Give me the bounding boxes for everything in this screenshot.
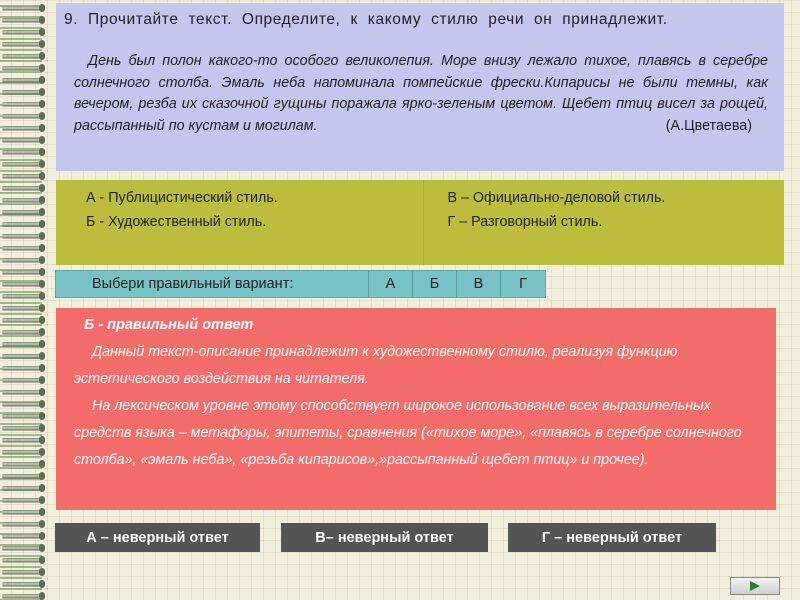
binder-ring (2, 102, 42, 106)
passage-body: День был полон какого-то особого великолепия. Море внизу лежало тихое, плавясь в серебре солнечного столба. Эмаль неба напоминала помпейские фрески.Кипарисы не были темны, как вечером, резба их сказочной гущины поражала ярко-зеленым цветом. Щебет птиц висел за рощей, рассыпанный по кустам и могилам. (74, 53, 768, 134)
binder-ring (2, 138, 42, 142)
binder-ring (2, 282, 42, 286)
binder-ring (2, 390, 42, 394)
binder-ring (2, 570, 42, 574)
binder-ring (2, 6, 42, 10)
binder-ring (2, 246, 42, 250)
binder-ring (2, 498, 42, 502)
binder-ring (2, 426, 42, 430)
binder-ring (2, 378, 42, 382)
result-paragraph-2: На лексическом уровне этому способствует широкое использование всех выразительных средств языка – метафоры, эпитеты, сравнения («тихое море», «плавясь в серебре солнечного столба», «эмаль неба», «резьба кипарисов»,»рассыпанный щебет птиц» и прочее). (74, 398, 742, 468)
binder-ring (2, 318, 42, 322)
answer-choice-a[interactable]: А (369, 271, 413, 297)
answer-choice-b[interactable]: Б (413, 271, 457, 297)
binder-ring (2, 438, 42, 442)
binder-ring (2, 450, 42, 454)
result-paragraph-1: Данный текст-описание принадлежит к художественному стилю, реализуя функцию эстетического воздействия на читателя. (74, 344, 678, 387)
notebook-binding (0, 0, 42, 600)
binder-ring (2, 306, 42, 310)
option-b: Б - Художественный стиль. (86, 214, 267, 230)
binder-ring (2, 330, 42, 334)
binder-ring (2, 210, 42, 214)
binder-ring (2, 186, 42, 190)
result-explanation (74, 339, 764, 474)
binder-ring (2, 342, 42, 346)
binder-ring (2, 558, 42, 562)
binder-ring (2, 534, 42, 538)
next-slide-button[interactable] (730, 577, 780, 595)
binder-ring (2, 18, 42, 22)
binder-ring (2, 414, 42, 418)
binder-ring (2, 294, 42, 298)
binder-ring (2, 474, 42, 478)
binder-ring (2, 270, 42, 274)
binder-ring (2, 582, 42, 586)
binder-ring (2, 162, 42, 166)
binder-ring (2, 114, 42, 118)
binder-ring (2, 234, 42, 238)
result-title: Б - правильный ответ (84, 317, 254, 333)
answer-choice-g[interactable]: Г (501, 271, 545, 297)
binder-ring (2, 54, 42, 58)
binder-ring (2, 78, 42, 82)
binder-ring (2, 198, 42, 202)
binder-ring (2, 462, 42, 466)
answer-prompt: Выбери правильный вариант: (56, 271, 369, 297)
passage-text (64, 51, 776, 137)
binder-ring (2, 522, 42, 526)
binder-ring (2, 258, 42, 262)
wrong-answer-g-button[interactable]: Г – неверный ответ (508, 523, 716, 552)
answer-choice-v[interactable]: В (457, 271, 501, 297)
binder-ring (2, 510, 42, 514)
answer-selector (55, 270, 546, 298)
binder-ring (2, 126, 42, 130)
options-column-right (423, 180, 785, 265)
question-panel (56, 3, 784, 171)
options-column-left (56, 180, 423, 265)
option-v: В – Официально-деловой стиль. (447, 190, 666, 206)
question-title: 9. Прочитайте текст. Определите, к какому стилю речи он принадлежит. (64, 11, 668, 28)
option-a: А - Публицистический стиль. (86, 190, 278, 206)
binder-ring (2, 90, 42, 94)
correct-answer-panel (56, 308, 776, 510)
binder-ring (2, 354, 42, 358)
binder-ring (2, 486, 42, 490)
style-options-panel (56, 180, 784, 265)
play-arrow-icon (748, 580, 762, 592)
binder-ring (2, 366, 42, 370)
wrong-answer-v-button[interactable]: В– неверный ответ (281, 523, 488, 552)
binder-ring (2, 174, 42, 178)
binder-ring (2, 150, 42, 154)
binder-ring (2, 66, 42, 70)
passage-author: (А.Цветаева) (665, 117, 752, 134)
binder-ring (2, 42, 42, 46)
binder-ring (2, 402, 42, 406)
binder-ring (2, 594, 42, 598)
binder-ring (2, 30, 42, 34)
option-g: Г – Разговорный стиль. (447, 214, 603, 230)
binder-ring (2, 222, 42, 226)
wrong-answer-a-button[interactable]: А – неверный ответ (55, 523, 260, 552)
binder-ring (2, 546, 42, 550)
